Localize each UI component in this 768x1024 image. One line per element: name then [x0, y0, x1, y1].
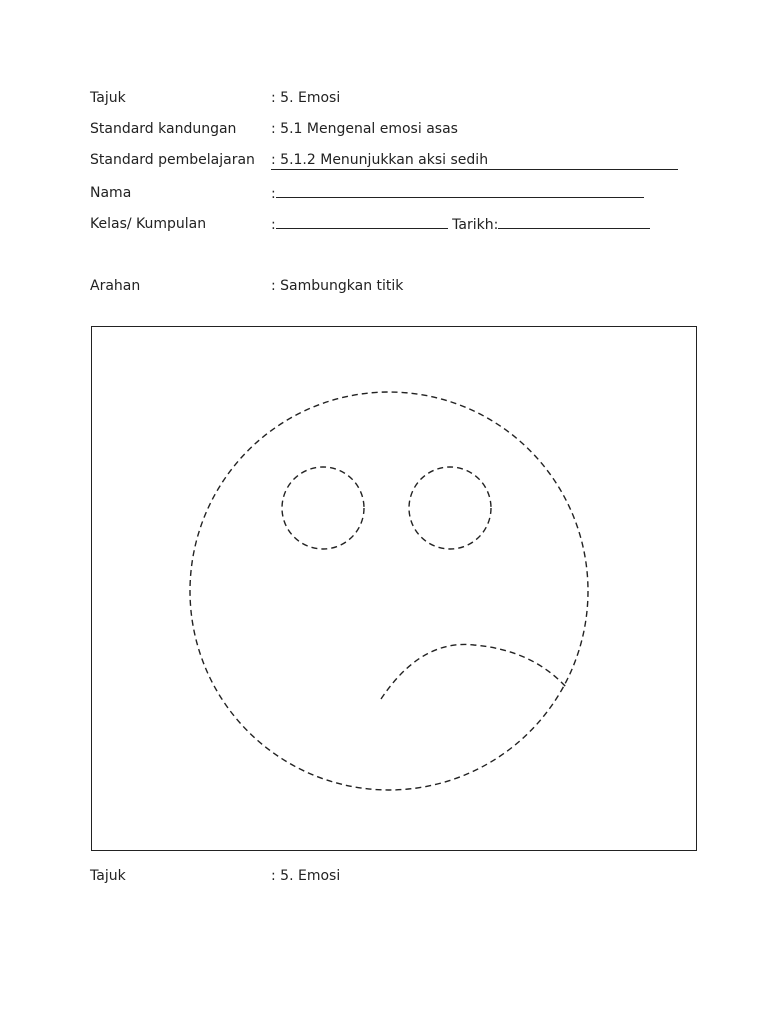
- tarikh-label: Tarikh:: [452, 217, 499, 233]
- nama-field[interactable]: [271, 183, 644, 204]
- sad-face-icon: [92, 327, 696, 850]
- kelas-prefix: :: [271, 217, 276, 233]
- standard-pembelajaran-label: Standard pembelajaran: [90, 152, 255, 168]
- kelas-blank[interactable]: [276, 214, 448, 229]
- sad-mouth-dotted[interactable]: [381, 644, 566, 699]
- tajuk-value: : 5. Emosi: [271, 90, 341, 106]
- nama-label: Nama: [90, 185, 132, 201]
- left-eye-dotted[interactable]: [282, 467, 364, 549]
- standard-pembelajaran-value: : 5.1.2 Menunjukkan aksi sedih: [271, 150, 678, 170]
- right-eye-dotted[interactable]: [409, 467, 491, 549]
- footer-tajuk-value: : 5. Emosi: [271, 868, 341, 884]
- standard-kandungan-value: : 5.1 Mengenal emosi asas: [271, 121, 458, 137]
- kelas-label: Kelas/ Kumpulan: [90, 216, 207, 232]
- arahan-value: : Sambungkan titik: [271, 278, 404, 294]
- nama-blank[interactable]: [276, 183, 644, 198]
- activity-frame: [91, 326, 697, 851]
- tajuk-label: Tajuk: [90, 90, 126, 106]
- face-outline-dotted[interactable]: [190, 392, 588, 790]
- tarikh-blank[interactable]: [498, 214, 650, 229]
- arahan-label: Arahan: [90, 278, 141, 294]
- nama-prefix: :: [271, 186, 276, 202]
- footer-tajuk-label: Tajuk: [90, 868, 126, 884]
- kelas-field[interactable]: [271, 214, 650, 235]
- standard-kandungan-label: Standard kandungan: [90, 121, 237, 137]
